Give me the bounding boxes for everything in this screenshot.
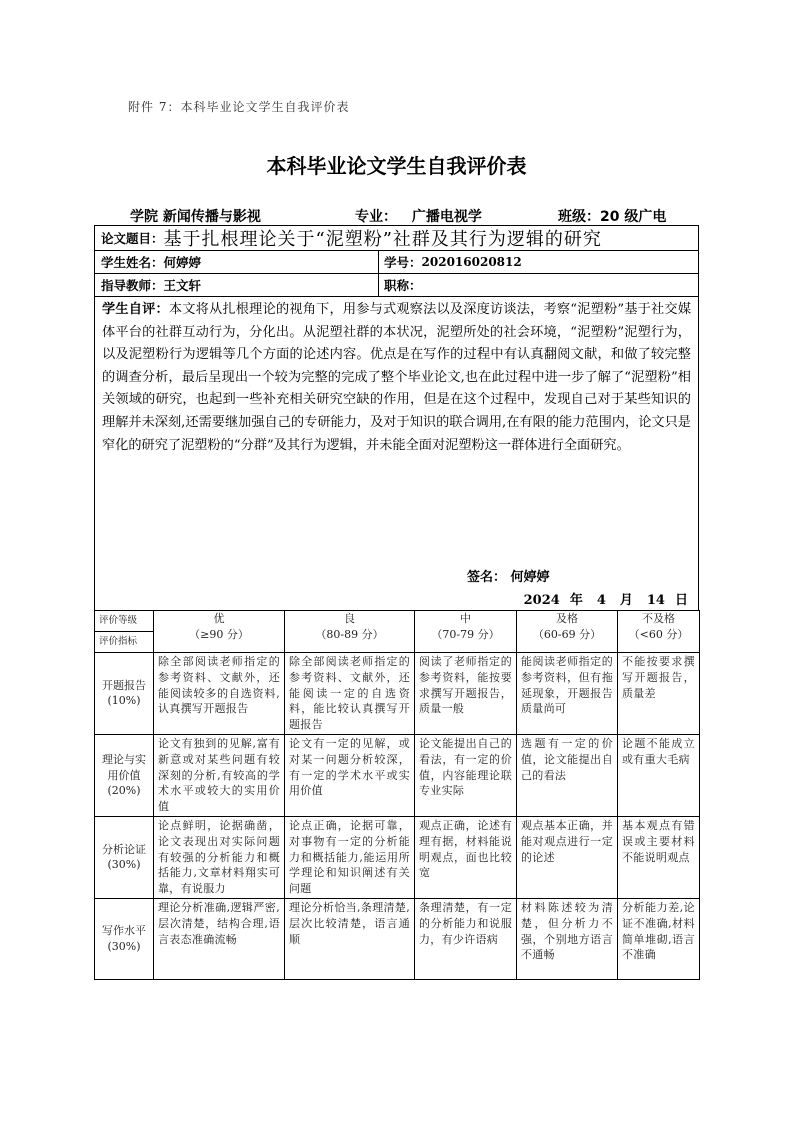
- rubric-cell: 论点正确，论据可靠，对事物有一定的分析能力和概括能力,能运用所学理论和知识阐述有关问题: [285, 816, 415, 898]
- grade-label: 评价等级: [95, 611, 154, 632]
- rubric-row: [95, 653, 700, 735]
- grade-header: [285, 611, 415, 653]
- indicator: 理论与实用价值(20%): [95, 734, 154, 816]
- rubric-header-row: [95, 611, 700, 632]
- student-name-label: 学生姓名：: [101, 255, 164, 270]
- major-label: 专业：: [355, 209, 397, 225]
- rubric-cell: 观点基本正确，并能对观点进行一定的论述: [517, 816, 618, 898]
- student-row: [95, 251, 698, 274]
- advisor-label: 指导教师：: [101, 278, 164, 293]
- date-month[interactable]: 4: [596, 593, 606, 608]
- rubric-cell: 论文有独到的见解,富有新意或对某些问题有较深刻的分析,有较高的学术水平或较大的实用价值: [154, 734, 285, 816]
- rubric-cell: 除全部阅读老师指定的参考资料、文献外，还能阅读一定的自选资料，能比较认真撰写开题报告: [285, 653, 415, 735]
- grade-range: （60-69 分）: [532, 627, 602, 641]
- self-eval-text[interactable]: 本文将从扎根理论的视角下，用参与式观察法以及深度访谈法，考察“泥塑粉”基于社交媒体平台的社群互动行为，分化出。从泥塑社群的本状况，泥塑所处的社会环境，“泥塑粉”泥塑行为，以及泥塑粉行为逻辑等几个方面的论述内容。优点是在写作的过程中有认真翻阅文献，和做了较完整的调查分析，最后呈现出一个较为完整的完成了整个毕业论文,也在此过程中进一步了解了“泥塑粉”相关领域的研究，也起到一些补充相关研究空缺的作用，但是在这个过程中，发现自己对于某些知识的理解并未深刻,还需要继加强自己的专研能力，及对于知识的联合调用,在有限的能力范围内，论文只是窄化的研究了泥塑粉的“分群”及其行为逻辑，并未能全面对泥塑粉这一群体进行全面研究。: [102, 302, 692, 453]
- page-title: 本科毕业论文学生自我评价表: [266, 154, 527, 178]
- rubric-cell: 理论分析恰当,条理清楚,层次比较清楚，语言通顺: [285, 898, 415, 979]
- attachment-label: 附件 7：本科毕业论文学生自我评价表: [128, 100, 350, 114]
- signature-label: 签名：: [467, 570, 507, 585]
- rubric-row: [95, 898, 700, 979]
- thesis-title-value[interactable]: 基于扎根理论关于“泥塑粉”社群及其行为逻辑的研究: [163, 229, 602, 250]
- self-eval-label: 学生自评：: [102, 302, 169, 317]
- grade-name: 中: [460, 612, 471, 625]
- major-value: 广播电视学: [411, 209, 482, 225]
- grade-header: [618, 611, 700, 653]
- signature: [467, 567, 550, 590]
- grade-name: 及格: [556, 612, 578, 625]
- rubric-row: [95, 734, 700, 816]
- rubric-cell: 分析能力差,论证不准确,材料简单堆砌,语言不准确: [618, 898, 700, 979]
- student-name-value[interactable]: 何婷婷: [163, 255, 202, 270]
- grade-name: 优: [213, 612, 225, 625]
- rubric-cell: 条理清楚，有一定的分析能力和说服力，有少许语病: [415, 898, 517, 979]
- major-field: [355, 206, 482, 226]
- class-field: [558, 206, 666, 226]
- date-month-unit: 月: [619, 593, 633, 608]
- rubric-cell: 阅读了老师指定的参考资料，能按要求撰写开题报告，质量一般: [415, 653, 517, 735]
- rubric-cell: 理论分析准确,逻辑严密,层次清楚，结构合理,语言表态准确流畅: [154, 898, 285, 979]
- class-value: 20 级广电: [600, 209, 667, 225]
- rubric-cell: 论文有一定的见解，或对某一问题分析较深，有一定的学术水平或实用价值: [285, 734, 415, 816]
- indicator: 分析论证(30%): [95, 816, 154, 898]
- thesis-title-row: [95, 226, 698, 251]
- rubric-cell: 论点鲜明，论据确凿，论文表现出对实际问题有较强的分析能力和概括能力,文章材料翔实可靠，有说服力: [154, 816, 285, 898]
- class-label: 班级：: [558, 209, 600, 225]
- college-value: 新闻传播与影视: [162, 209, 261, 225]
- grade-name: 良: [344, 612, 355, 625]
- info-form: [94, 225, 699, 611]
- self-evaluation[interactable]: [95, 297, 698, 615]
- advisor-value[interactable]: 王文轩: [163, 278, 202, 293]
- indicator: 开题报告(10%): [95, 653, 154, 735]
- grade-range: （80-89 分）: [315, 627, 384, 641]
- grade-header: [517, 611, 618, 653]
- college-field: [130, 206, 261, 226]
- grade-range: （≥90 分）: [189, 627, 249, 641]
- indicator: 写作水平(30%): [95, 898, 154, 979]
- date-day[interactable]: 14: [646, 593, 665, 608]
- advisor-title-label: 职称：: [384, 278, 422, 293]
- date-day-unit: 日: [674, 593, 688, 608]
- signature-value[interactable]: 何婷婷: [510, 570, 550, 585]
- rubric-cell: 能阅读老师指定的参考资料，但有拖延现象，开题报告质量尚可: [517, 653, 618, 735]
- grade-name: 不及格: [642, 612, 675, 625]
- grade-header: [154, 611, 285, 653]
- grade-range: （<60 分）: [628, 627, 689, 641]
- advisor-row: [95, 274, 698, 297]
- college-label: 学院: [130, 209, 158, 225]
- rubric-cell: 论文能提出自己的看法，有一定的价值，内容能理论联专业实际: [415, 734, 517, 816]
- rubric-cell: 选题有一定的价值，论文能提出自己的看法: [517, 734, 618, 816]
- date-year[interactable]: 2024: [523, 593, 560, 608]
- thesis-title-label: 论文题目：: [101, 231, 164, 246]
- rubric-cell: 基本观点有错误或主要材料不能说明观点: [618, 816, 700, 898]
- rubric-table: [94, 610, 700, 980]
- rubric-cell: 论题不能成立或有重大毛病: [618, 734, 700, 816]
- grade-header: [415, 611, 517, 653]
- rubric-cell: 观点正确，论述有理有据，材料能说明观点，面也比较宽: [415, 816, 517, 898]
- student-id-value[interactable]: 202016020812: [421, 255, 522, 269]
- indicator-label: 评价指标: [95, 632, 154, 653]
- student-id-label: 学号：: [384, 255, 422, 270]
- grade-range: （70-79 分）: [431, 627, 500, 641]
- rubric-cell: 不能按要求撰写开题报告，质量差: [618, 653, 700, 735]
- date-year-unit: 年: [569, 593, 583, 608]
- rubric-row: [95, 816, 700, 898]
- rubric-cell: 材料陈述较为清楚，但分析力不强，个别地方语言不通畅: [517, 898, 618, 979]
- rubric-cell: 除全部阅读老师指定的参考资料、文献外，还能阅读较多的自选资料,认真撰写开题报告: [154, 653, 285, 735]
